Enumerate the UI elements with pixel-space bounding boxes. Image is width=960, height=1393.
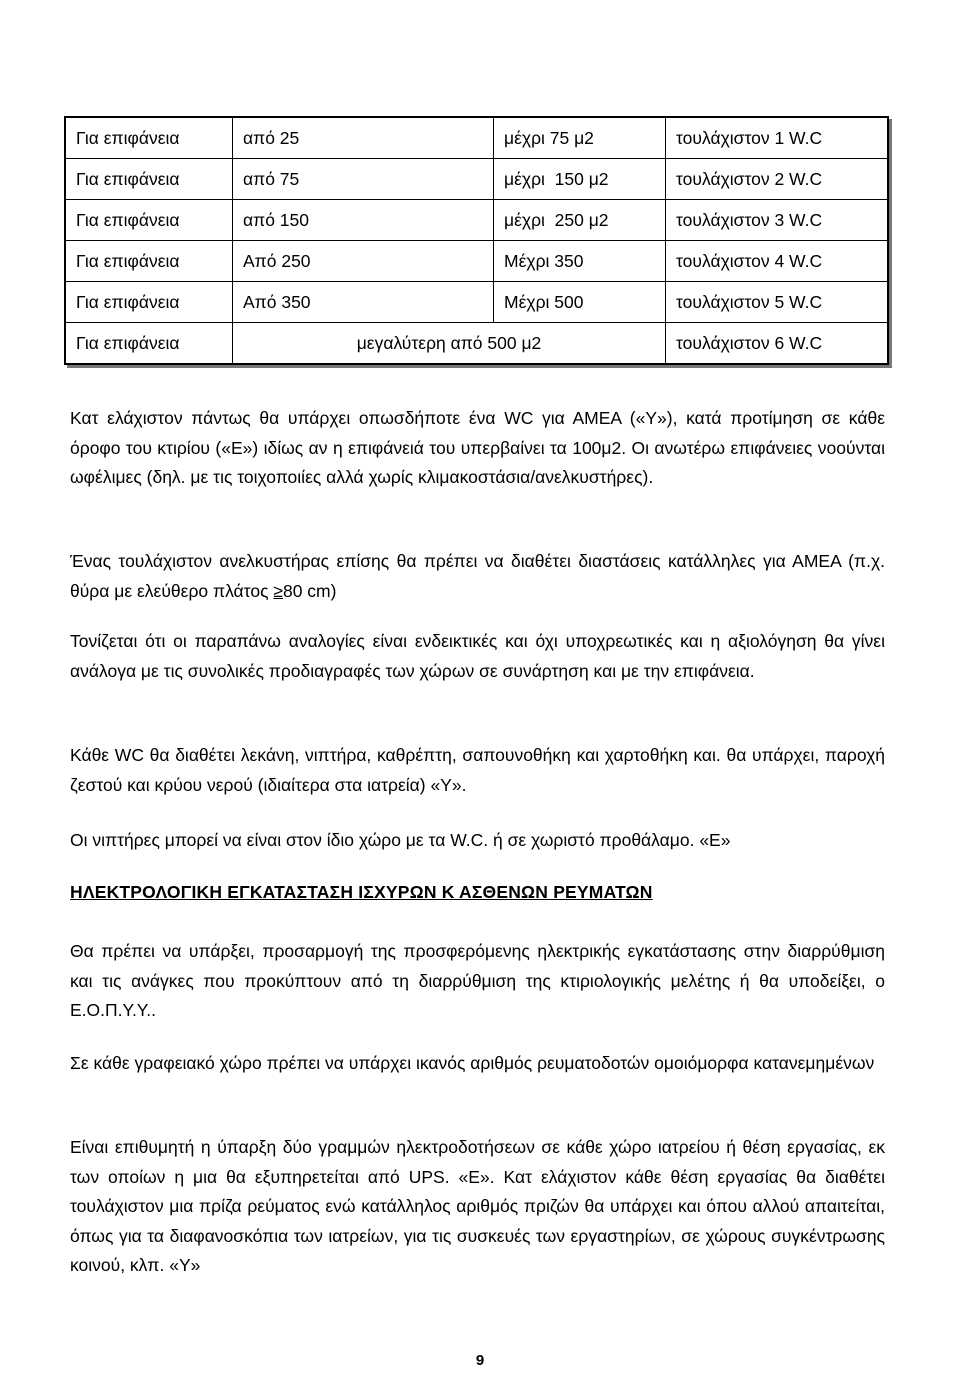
table-cell: μέχρι 250 μ2	[494, 200, 666, 241]
page-number: 9	[475, 1352, 485, 1369]
table-row	[65, 159, 888, 200]
paragraph-washbasins: Οι νιπτήρες μπορεί να είναι στον ίδιο χώρο με τα W.C. ή σε χωριστό προθάλαμο. «Ε»	[70, 830, 731, 850]
table-cell: τουλάχιστον 1 W.C	[666, 117, 889, 159]
paragraph-elevator	[70, 547, 885, 606]
table-cell: Για επιφάνεια	[65, 323, 233, 365]
table-cell: Μέχρι 500	[494, 282, 666, 323]
table-row	[65, 282, 888, 323]
table-cell: τουλάχιστον 6 W.C	[666, 323, 889, 365]
table-cell: τουλάχιστον 5 W.C	[666, 282, 889, 323]
table-cell: μέχρι 75 μ2	[494, 117, 666, 159]
table-row	[65, 241, 888, 282]
table-cell: τουλάχιστον 3 W.C	[666, 200, 889, 241]
table-cell: από 150	[233, 200, 494, 241]
table-row	[65, 117, 888, 159]
wc-requirements-table	[64, 116, 889, 365]
greater-equal-symbol: ≥	[273, 580, 283, 601]
table-cell: Για επιφάνεια	[65, 200, 233, 241]
table-cell: Για επιφάνεια	[65, 282, 233, 323]
table-cell: από 75	[233, 159, 494, 200]
paragraph-office-sockets: Σε κάθε γραφειακό χώρο πρέπει να υπάρχει ικανός αριθμός ρευματοδοτών ομοιόμορφα κατανεμημένων	[70, 1053, 875, 1073]
paragraph-elevator-end: 80 cm)	[282, 580, 337, 601]
paragraph-wc-amea: Κατ ελάχιστον πάντως θα υπάρχει οπωσδήποτε ένα WC για ΑΜΕΑ («Υ»), κατά προτίμηση σε κάθε όροφο του κτιρίου («Ε») ιδίως αν η επιφάνειά του υπερβαίνει τα 100μ2. Οι ανωτέρω επιφάνειες νοούνται ωφέλιμες (δηλ. με τις τοιχοποιίες αλλά χωρίς κλιμακοστάσια/ανελκυστήρες).	[70, 408, 885, 487]
table-cell: τουλάχιστον 2 W.C	[666, 159, 889, 200]
paragraph-power-lines: Είναι επιθυμητή η ύπαρξη δύο γραμμών ηλεκτροδοτήσεων σε κάθε χώρο ιατρείου ή θέση εργασίας, εκ των οποίων η μια θα εξυπηρετείται από UPS. «Ε». Κατ ελάχιστον κάθε θέση εργασίας θα διαθέτει τουλάχιστον μια πρίζα ρεύματος ενώ κατάλληλος αριθμός πριζών θα υπάρχει και όπου αλλού απαιτείται, όπως για τα διαφανοσκόπια των ιατρείων, για τις συσκευές των εργαστηρίων, σε χώρους συγκέντρωσης κοινού, κλπ. «Υ»	[70, 1137, 885, 1275]
table-cell: από 25	[233, 117, 494, 159]
section-heading: ΗΛΕΚΤΡΟΛΟΓΙΚΗ ΕΓΚΑΤΑΣΤΑΣΗ ΙΣΧΥΡΩΝ Κ ΑΣΘΕΝΩΝ ΡΕΥΜΑΤΩΝ	[70, 882, 653, 902]
table-cell: μέχρι 150 μ2	[494, 159, 666, 200]
table-cell: Μέχρι 350	[494, 241, 666, 282]
paragraph-ratios-note: Τονίζεται ότι οι παραπάνω αναλογίες είναι ενδεικτικές και όχι υποχρεωτικές και η αξιολόγηση θα γίνει ανάλογα με τις συνολικές προδιαγραφές των χώρων σε συνάρτηση και με την επιφάνεια.	[70, 631, 885, 681]
table-row	[65, 323, 888, 365]
table-cell: Από 350	[233, 282, 494, 323]
table-cell: Για επιφάνεια	[65, 159, 233, 200]
paragraph-elevator-text: Ένας τουλάχιστον ανελκυστήρας επίσης θα πρέπει να διαθέτει διαστάσεις κατάλληλες για ΑΜΕΑ (π.χ. θύρα με ελεύθερο πλάτος	[70, 551, 885, 601]
table-cell: τουλάχιστον 4 W.C	[666, 241, 889, 282]
table-row	[65, 200, 888, 241]
table-cell: Για επιφάνεια	[65, 241, 233, 282]
table-cell: Από 250	[233, 241, 494, 282]
paragraph-electrical-install: Θα πρέπει να υπάρξει, προσαρμογή της προσφερόμενης ηλεκτρικής εγκατάστασης στην διαρρύθμιση και τις ανάγκες που προκύπτουν από τη διαρρύθμιση της κτιριολογικής μελέτης ή θα υποδείξει, ο Ε.Ο.Π.Υ.Υ..	[70, 941, 885, 1020]
table-cell: μεγαλύτερη από 500 μ2	[233, 323, 666, 365]
table-cell: Για επιφάνεια	[65, 117, 233, 159]
paragraph-wc-equipment: Κάθε WC θα διαθέτει λεκάνη, νιπτήρα, καθρέπτη, σαπουνοθήκη και χαρτοθήκη και. θα υπάρχει, παροχή ζεστού και κρύου νερού (ιδιαίτερα στα ιατρεία) «Υ».	[70, 745, 885, 795]
